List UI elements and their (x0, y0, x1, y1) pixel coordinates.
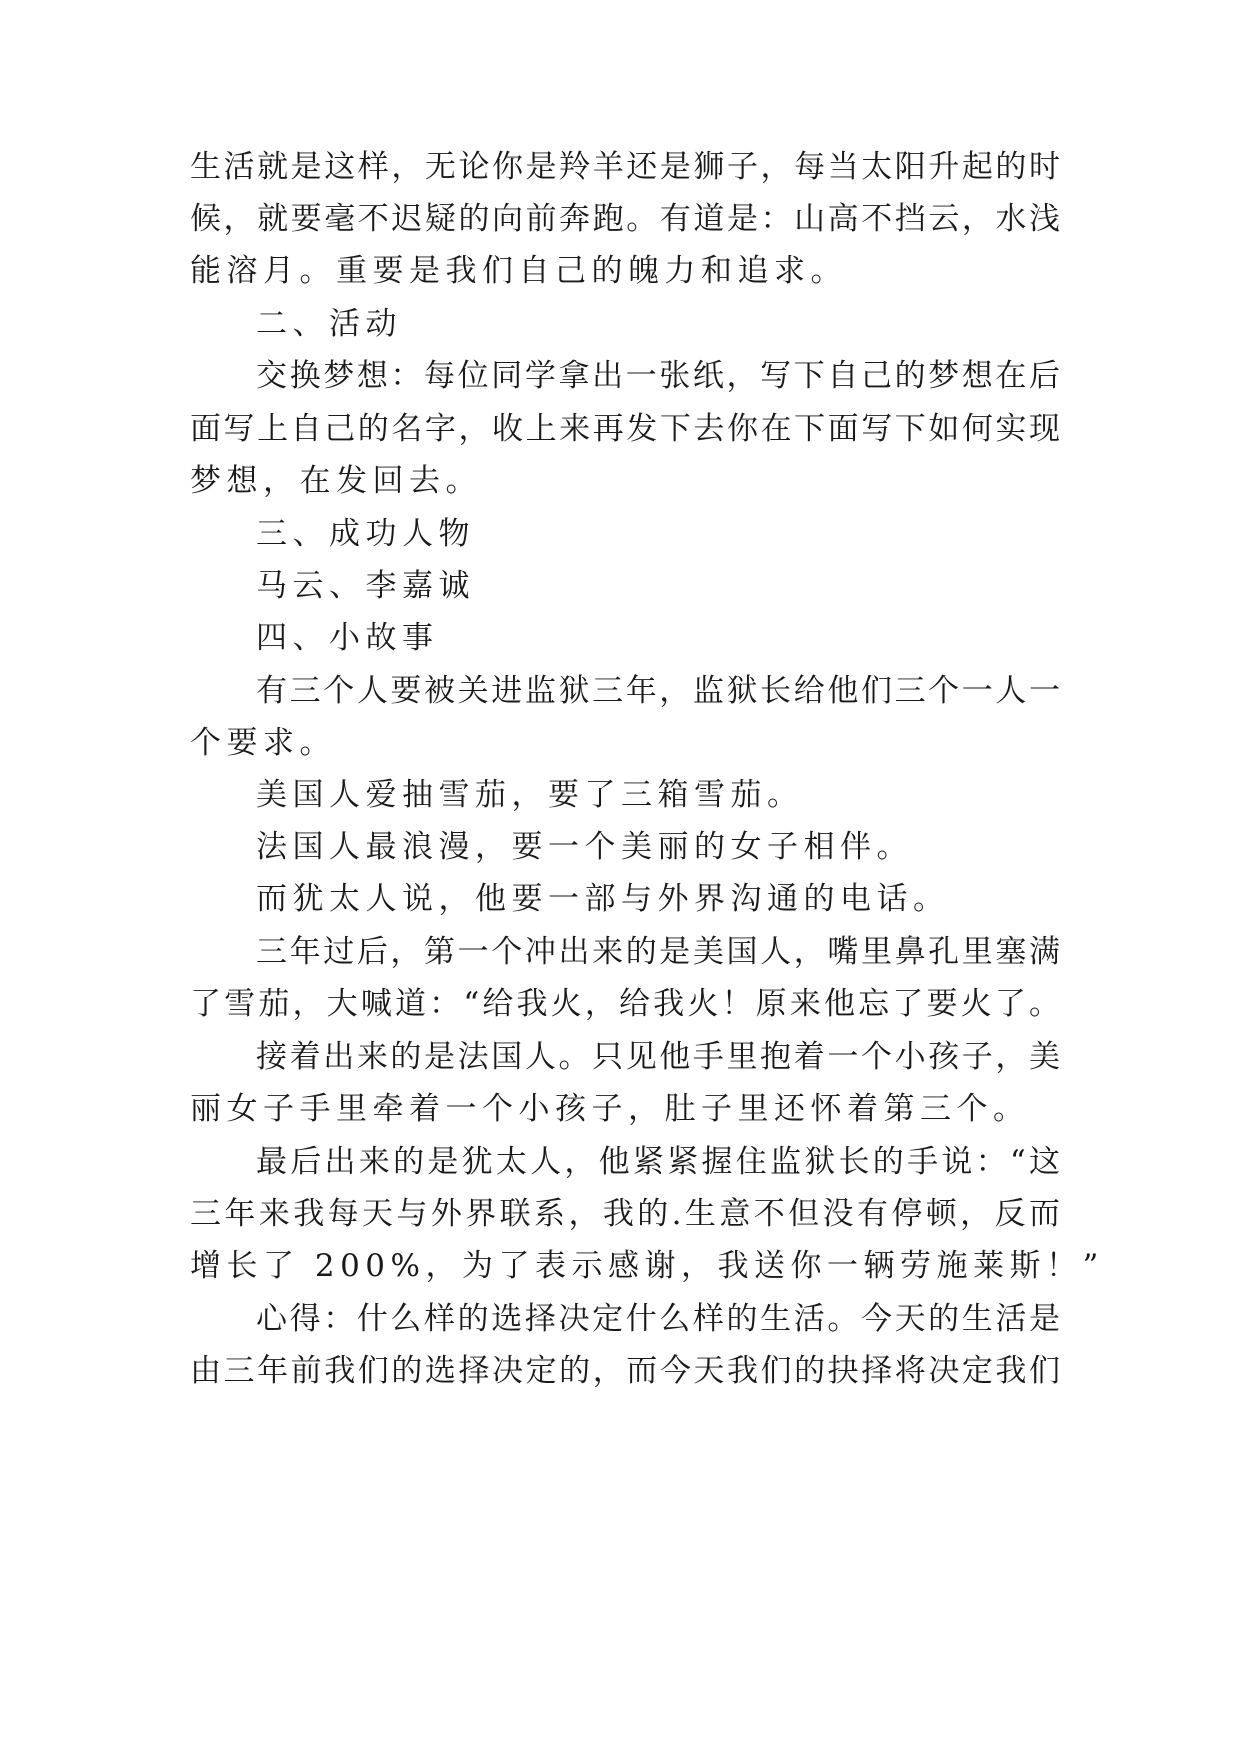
text-line: 增长了 200%，为了表示感谢，我送你一辆劳施莱斯！” (190, 1248, 1104, 1284)
text-line: 三年来我每天与外界联系，我的.生意不但没有停顿，反而 (190, 1196, 1060, 1232)
text-line: 心得：什么样的选择决定什么样的生活。今天的生活是 (256, 1301, 1060, 1337)
section-heading-activity: 二、活动 (256, 306, 402, 342)
text-line: 生活就是这样，无论你是羚羊还是狮子，每当太阳升起的时 (190, 149, 1060, 185)
text-line: 由三年前我们的选择决定的，而今天我们的抉择将决定我们 (190, 1353, 1060, 1389)
text-line: 丽女子手里牵着一个小孩子，肚子里还怀着第三个。 (190, 1091, 1030, 1127)
text-line: 有三个人要被关进监狱三年，监狱长给他们三个一人一 (256, 673, 1060, 709)
section-heading-successful-people: 三、成功人物 (256, 516, 475, 552)
text-line: 面写上自己的名字，收上来再发下去你在下面写下如何实现 (190, 411, 1060, 447)
text-line: 接着出来的是法国人。只见他手里抱着一个小孩子，美 (256, 1039, 1060, 1075)
text-line: 梦想，在发回去。 (190, 463, 482, 499)
text-line: 马云、李嘉诚 (256, 568, 475, 604)
text-line: 美国人爱抽雪茄，要了三箱雪茄。 (256, 777, 804, 813)
text-line: 候，就要毫不迟疑的向前奔跑。有道是：山高不挡云，水浅 (190, 201, 1060, 237)
text-line: 交换梦想：每位同学拿出一张纸，写下自己的梦想在后 (256, 358, 1060, 394)
text-line: 能溶月。重要是我们自己的魄力和追求。 (190, 253, 847, 289)
text-line: 最后出来的是犹太人，他紧紧握住监狱长的手说：“这 (256, 1144, 1060, 1180)
text-line: 法国人最浪漫，要一个美丽的女子相伴。 (256, 829, 913, 865)
text-line: 而犹太人说，他要一部与外界沟通的电话。 (256, 881, 950, 917)
text-line: 个要求。 (190, 725, 336, 761)
text-line: 了雪茄，大喊道：“给我火，给我火！原来他忘了要火了。 (190, 986, 1060, 1022)
section-heading-short-story: 四、小故事 (256, 620, 439, 656)
text-line: 三年过后，第一个冲出来的是美国人，嘴里鼻孔里塞满 (256, 934, 1060, 970)
